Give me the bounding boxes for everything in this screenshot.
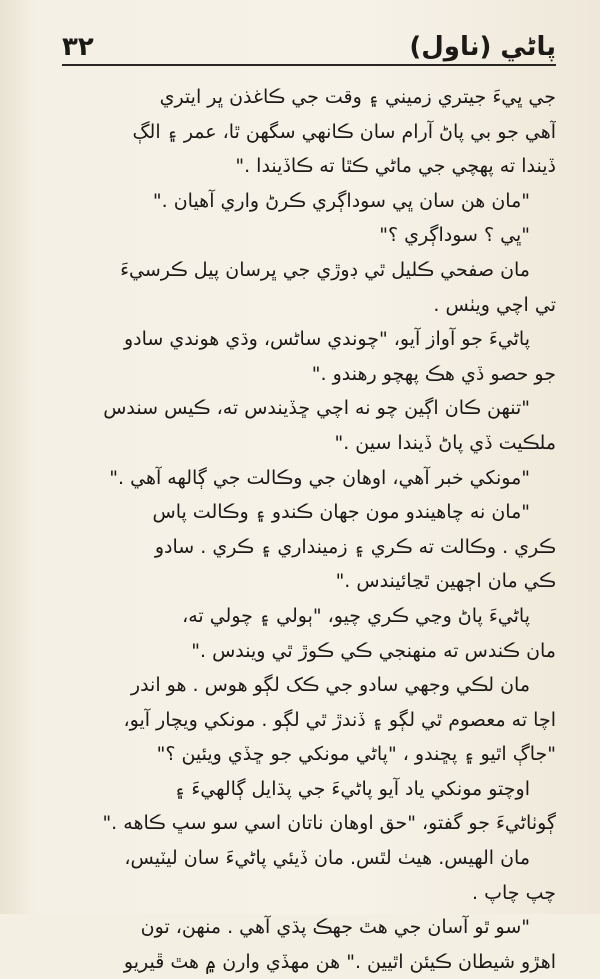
text-line: ڏيندا ته پهچي جي ماڻي ڪٿا ته ڪاڏيندا ." <box>235 155 556 178</box>
text-line: مان الهيس. هيٺ لٿس. مان ڏيئي پاڻيءَ سان ليٽيس، <box>124 847 530 870</box>
text-line: "ڀي ؟ سوداڳري ؟" <box>379 224 530 247</box>
text-line: جو حصو ڏي هڪ پهچو رهندو ." <box>311 362 556 385</box>
text-line: "مان هن سان ڀي سوداڳري ڪرڻ واري آهيان ." <box>152 189 530 212</box>
text-line: ملڪيت ڏي پاڻ ڏيندا سين ." <box>334 431 556 454</box>
text-line: "تنهن ڪان اڳين چو نه اچي ڇڏيندس ته، ڪيس سندس <box>103 397 530 420</box>
text-line: آهي جو بي پاڻ آرام سان ڪانهي سگهن ٿا، عمر ۽ الڳ <box>132 120 556 143</box>
text-line: مان صفحي ڪليل ٿي ڊوڙي جي ڀرسان پيل ڪرسيءَ <box>120 258 530 281</box>
text-line: ڪي مان اڄهين ٿڃائيندس ." <box>335 570 556 593</box>
body-text <box>62 80 556 979</box>
text-line: "مونکي خبر آهي، اوهان جي وڪالت جي ڳالهه آهي ." <box>109 466 530 489</box>
text-line: مان لڪي وجهي سادو جي ڪک لڳو هوس . هو اندر <box>130 674 530 697</box>
text-line: ڳوٺاڻيءَ جو گفتو، "حق اوهان ناتان اسي سو سڀ ڪاهه ." <box>102 812 556 835</box>
text-line: پاڻيءَ پاڻ وڃي ڪري چيو، "ٻولي ۽ چولي ته، <box>182 604 530 627</box>
page-header <box>62 22 556 66</box>
text-line: اوچتو مونکي ياد آيو پاڻيءَ جي پڌايل ڳالهيءَ ۽ <box>174 777 530 800</box>
text-line: تي اچي ويٺس . <box>433 293 556 316</box>
text-line: مان ڪندس ته منهنجي ڪي ڪوڙ ٿي ويندس ." <box>191 639 556 662</box>
text-line: اچا ته معصوم ٿي لڳو ۽ ڏندڙ ٿي لڳو . مونکي ويچار آيو، <box>123 708 556 731</box>
text-line: ڪري . وڪالت ته ڪري ۽ زمينداري ۽ ڪري . سادو <box>154 535 556 558</box>
page-number: ٣٢ <box>62 32 94 62</box>
text-line: "جاڳ اٿيو ۽ پڇندو ، "پاڻي مونکي جو ڇڏي ويئين ؟" <box>156 743 556 766</box>
text-line: چپ چاپ . <box>472 881 556 904</box>
text-line: اهڙو شيطان ڪيئن اٿيين ." هن مهڏي وارن ۾ هٿ ڦيريو <box>123 950 556 973</box>
text-line: جي ڀيءَ جيتري زميني ۽ وقت جي ڪاغذن ڀر ايتري <box>159 86 556 108</box>
text-line: "مان نه چاهيندو مون جهان ڪندو ۽ وڪالت پاس <box>152 501 530 524</box>
text-line: "سو ٿو آسان جي هٿ جهڪ پڌي آهي . منهن، تون <box>140 916 530 939</box>
running-head: پاڻي (ناول) <box>409 32 556 62</box>
text-line: پاڻيءَ جو آواز آيو، "چوندي ساڻس، وڌي هوندي سادو <box>123 328 530 351</box>
